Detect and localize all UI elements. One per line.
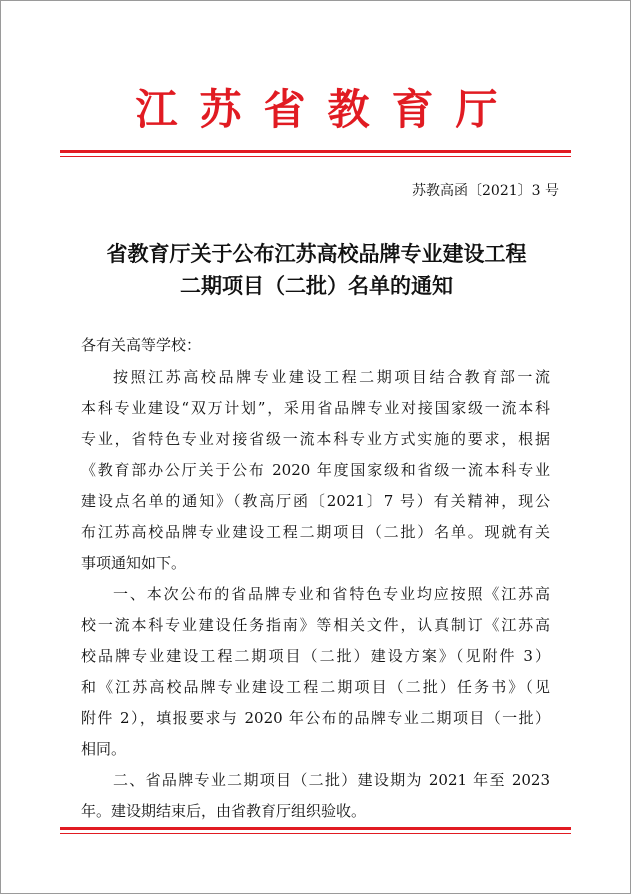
- paragraph-3-line: 二、省品牌专业二期项目（二批）建设期为 2021 年至 2023: [113, 771, 550, 789]
- document-number: 苏教高函〔2021〕3 号: [412, 183, 559, 199]
- paragraph-1-line: 事项通知如下。: [81, 554, 187, 572]
- paragraph-2-line: 相同。: [81, 740, 127, 758]
- organization-header: 江苏省教育厅: [135, 85, 520, 134]
- header-rule-thick: [60, 150, 571, 153]
- paragraph-1-line: 布江苏高校品牌专业建设工程二期项目（二批）名单。现就有关: [81, 523, 550, 541]
- header-rule-thin: [60, 156, 571, 157]
- paragraph-1-line: 《教育部办公厅关于公布 2020 年度国家级和省级一流本科专业: [81, 461, 550, 479]
- paragraph-3-line: 年。建设期结束后，由省教育厅组织验收。: [81, 802, 367, 820]
- paragraph-1-line: 按照江苏高校品牌专业建设工程二期项目结合教育部一流: [113, 368, 550, 386]
- paragraph-2-line: 校品牌专业建设工程二期项目（二批）建设方案》（见附件 3）: [81, 647, 550, 665]
- footer-rule-thick: [60, 827, 571, 830]
- document-title-line-2: 二期项目（二批）名单的通知: [180, 274, 453, 298]
- paragraph-2-line: 附件 2），填报要求与 2020 年公布的品牌专业二期项目（一批）: [81, 709, 550, 727]
- document-title-line-1: 省教育厅关于公布江苏高校品牌专业建设工程: [106, 242, 527, 266]
- paragraph-2-line: 和《江苏高校品牌专业建设工程二期项目（二批）任务书》（见: [81, 678, 550, 696]
- paragraph-1-line: 专业，省特色专业对接省级一流本科专业方式实施的要求，根据: [81, 430, 550, 448]
- paragraph-2-line: 一、本次公布的省品牌专业和省特色专业均应按照《江苏高: [113, 585, 550, 603]
- salutation: 各有关高等学校：: [81, 336, 202, 354]
- paragraph-1-line: 本科专业建设“双万计划”，采用省品牌专业对接国家级一流本科: [81, 399, 550, 417]
- paragraph-2-line: 校一流本科专业建设任务指南》等相关文件，认真制订《江苏高: [81, 616, 550, 634]
- paragraph-1-line: 建设点名单的通知》（教高厅函〔2021〕7 号）有关精神，现公: [81, 492, 550, 510]
- footer-rule-thin: [60, 833, 571, 834]
